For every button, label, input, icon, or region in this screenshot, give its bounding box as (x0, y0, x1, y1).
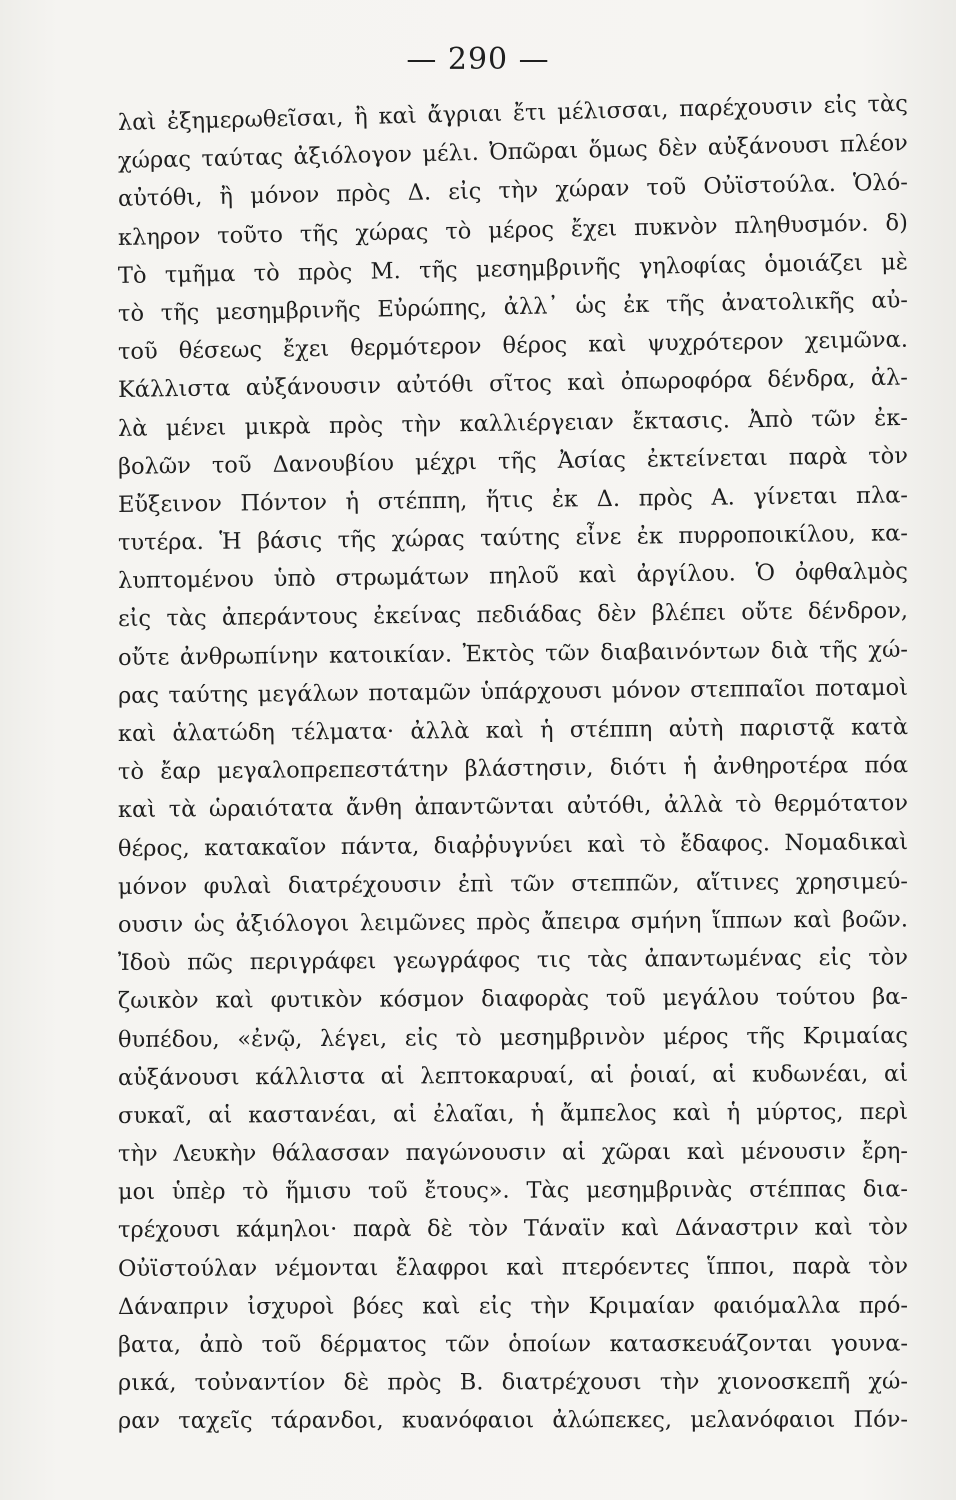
text-line: βατα, ἀπὸ τοῦ δέρματος τῶν ὁποίων κατασκευάζονται γουνα- (117, 1330, 909, 1358)
text-line: ζωικὸν καὶ φυτικὸν κόσμον διαφορὰς τοῦ μεγάλου τούτου βα- (117, 984, 909, 1015)
text-line: ραν ταχεῖς τάρανδοι, κυανόφαιοι ἀλώπεκες, μελανόφαιοι Πόν- (117, 1406, 909, 1435)
page-number: — 290 — (406, 42, 550, 77)
text-line: αὐτόθι, ἢ μόνον πρὸς Δ. εἰς τὴν χώραν τοῦ Οὐϊστούλα. Ὁλό- (117, 169, 909, 213)
text-line: χώρας ταύτας ἀξιόλογον μέλι. Ὀπῶραι ὅμως δὲν αὐξάνουσι πλέον (117, 130, 909, 175)
text-line: Εὔξεινον Πόντον ἡ στέππη, ἥτις ἐκ Δ. πρὸς Α. γίνεται πλα- (117, 482, 909, 518)
text-line: τὸ ἔαρ μεγαλοπρεπεστάτην βλάστησιν, διότι ἡ ἀνθηροτέρα πόα (117, 752, 909, 786)
text-line: αὐξάνουσι κάλλιστα αἱ λεπτοκαρυαί, αἱ ῥοιαί, αἱ κυδωνέαι, αἱ (117, 1060, 909, 1091)
text-line: ουσιν ὡς ἀξιόλογοι λειμῶνες πρὸς ἄπειρα σμήνη ἵππων καὶ βοῶν. (117, 906, 909, 938)
text-line: λυπτομένου ὑπὸ στρωμάτων πηλοῦ καὶ ἀργίλου. Ὁ ὀφθαλμὸς (117, 558, 909, 595)
text-line: ρικά, τοὐναντίον δὲ πρὸς Β. διατρέχουσι τὴν χιονοσκεπῆ χώ- (117, 1368, 909, 1397)
text-line: τοῦ θέσεως ἔχει θερμότερον θέρος καὶ ψυχρότερον χειμῶνα. (117, 326, 909, 366)
text-line: καὶ τὰ ὡραιότατα ἄνθη ἀπαντῶνται αὐτόθι, ἀλλὰ τὸ θερμότατον (117, 790, 909, 824)
body-text (117, 90, 909, 1441)
text-line: λὰ μένει μικρὰ πρὸς τὴν καλλιέργειαν ἔκτασις. Ἀπὸ τῶν ἐκ- (117, 404, 909, 442)
text-line: Κάλλιστα αὐξάνουσιν αὐτόθι σῖτος καὶ ὀπωροφόρα δένδρα, ἀλ- (117, 364, 909, 404)
text-line: τρέχουσι κάμηλοι· παρὰ δὲ τὸν Τάναϊν καὶ Δάναστριν καὶ τὸν (117, 1214, 909, 1244)
text-line: τὸ τῆς μεσημβρινῆς Εὐρώπης, ἀλλ᾽ ὡς ἐκ τῆς ἀνατολικῆς αὐ- (117, 287, 909, 327)
text-line: Τὸ τμῆμα τὸ πρὸς Μ. τῆς μεσημβρινῆς γηλοφίας ὁμοιάζει μὲ (117, 248, 909, 289)
text-line: λαὶ ἐξημερωθεῖσαι, ἢ καὶ ἄγριαι ἔτι μέλισσαι, παρέχουσιν εἰς τὰς (117, 90, 909, 136)
text-line: καὶ ἁλατώδη τέλματα· ἀλλὰ καὶ ἡ στέππη αὐτὴ παριστᾷ κατὰ (117, 714, 909, 747)
text-line: συκαῖ, αἱ καστανέαι, αἱ ἐλαῖαι, ἡ ἄμπελος καὶ ἡ μύρτος, περὶ (117, 1098, 909, 1129)
text-line: τὴν Λευκὴν θάλασσαν παγώνουσιν αἱ χῶραι καὶ μένουσιν ἔρη- (117, 1138, 909, 1168)
text-line: μοι ὑπὲρ τὸ ἥμισυ τοῦ ἔτους». Τὰς μεσημβρινὰς στέππας δια- (117, 1176, 909, 1206)
text-line: θυπέδου, «ἐνῷ, λέγει, εἰς τὸ μεσημβρινὸν μέρος τῆς Κριμαίας (117, 1022, 909, 1053)
text-line: Δάναπριν ἰσχυροὶ βόες καὶ εἰς τὴν Κριμαίαν φαιόμαλλα πρό- (117, 1292, 909, 1320)
text-line: εἰς τὰς ἀπεράντους ἐκείνας πεδιάδας δὲν βλέπει οὔτε δένδρον, (117, 598, 909, 633)
text-line: θέρος, κατακαῖον πάντα, διαῤῥυγνύει καὶ τὸ ἔδαφος. Νομαδικαὶ (117, 828, 909, 862)
text-line: τυτέρα. Ἡ βάσις τῆς χώρας ταύτης εἶνε ἐκ πυρροποικίλου, κα- (117, 520, 909, 557)
text-line: ρας ταύτης μεγάλων ποταμῶν ὑπάρχουσι μόνον στεππαῖοι ποταμοὶ (117, 674, 909, 709)
text-line: μόνον φυλαὶ διατρέχουσιν ἐπὶ τῶν στεππῶν, αἵτινες χρησιμεύ- (117, 868, 909, 900)
text-line: Ἰδοὺ πῶς περιγράφει γεωγράφος τις τὰς ἀπαντωμένας εἰς τὸν (117, 944, 909, 977)
text-line: βολῶν τοῦ Δανουβίου μέχρι τῆς Ἀσίας ἐκτείνεται παρὰ τὸν (117, 442, 909, 480)
text-line: Οὐϊστούλαν νέμονται ἔλαφροι καὶ πτερόεντες ἵπποι, παρὰ τὸν (117, 1252, 909, 1282)
text-line: κληρον τοῦτο τῆς χώρας τὸ μέρος ἔχει πυκνὸν πληθυσμόν. δ) (117, 209, 909, 251)
text-line: οὔτε ἀνθρωπίνην κατοικίαν. Ἐκτὸς τῶν διαβαινόντων διὰ τῆς χώ- (117, 636, 909, 671)
